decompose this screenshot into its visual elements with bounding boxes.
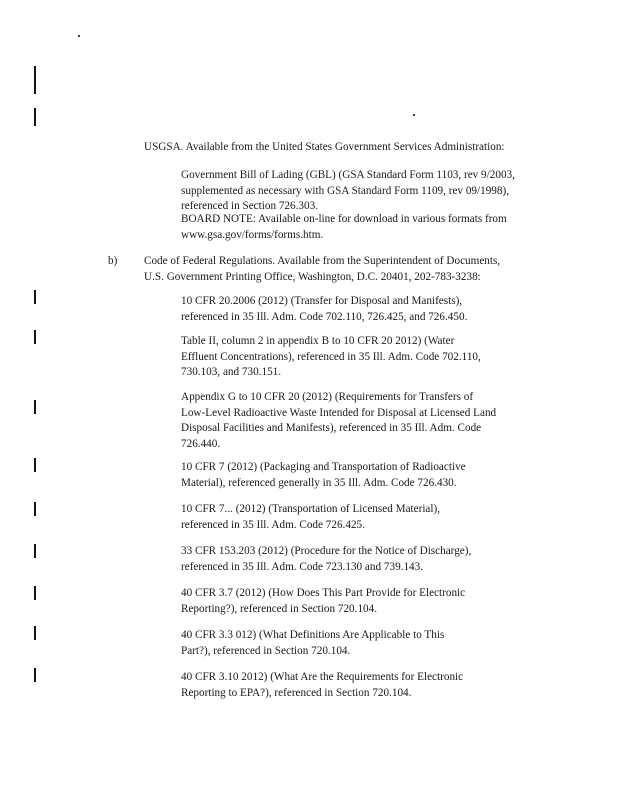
revision-bar [34,668,36,682]
cfr-entry: 10 CFR 20.2006 (2012) (Transfer for Disposal and Manifests), referenced in 35 Ill. Adm. Code 702.110, 726.425, and 726.450. [181,295,468,323]
cfr-heading: Code of Federal Regulations. Available from the Superintendent of Documents, U.S. Government Printing Office, Washington, D.C. 20401, 202-783-3238: [144,255,501,283]
cfr-entry: 33 CFR 153.203 (2012) (Procedure for the Notice of Discharge), referenced in 35 Ill. Adm. Code 723.130 and 739.143. [181,545,472,573]
cfr-entry: Table II, column 2 in appendix B to 10 CFR 20 2012) (Water Effluent Concentrations), referenced in 35 Ill. Adm. Code 702.110, 730.103, and 730.151. [181,335,481,378]
revision-bar [34,458,36,472]
revision-bar [34,66,36,94]
cfr-entry: 10 CFR 7... (2012) (Transportation of Licensed Material), referenced in 35 Ill. Adm. Code 726.425. [181,503,441,531]
scan-speck [413,114,415,116]
revision-bar [34,330,36,344]
revision-bar [34,108,36,126]
cfr-entry: 40 CFR 3.10 2012) (What Are the Requirements for Electronic Reporting to EPA?), referenced in Section 720.104. [181,671,464,699]
cfr-entry: Appendix G to 10 CFR 20 (2012) (Requirements for Transfers of Low-Level Radioactive Waste Intended for Disposal at Licensed Land Disposal Facilities and Manifests), referenced in 35 Ill. Adm. Code 726.440. [181,391,497,450]
cfr-entry: 40 CFR 3.3 012) (What Definitions Are Applicable to This Part?), referenced in Section 720.104. [181,629,445,657]
cfr-entry: 40 CFR 3.7 (2012) (How Does This Part Provide for Electronic Reporting?), referenced in Section 720.104. [181,587,466,615]
usgsa-heading: USGSA. Available from the United States Government Services Administration: [144,141,505,153]
revision-bar [34,290,36,304]
board-note: BOARD NOTE: Available on-line for download in various formats from www.gsa.gov/forms/forms.htm. [181,213,507,241]
cfr-entry: 10 CFR 7 (2012) (Packaging and Transportation of Radioactive Material), referenced generally in 35 Ill. Adm. Code 726.430. [181,461,466,489]
revision-bar [34,502,36,516]
section-marker-b: b) [108,255,118,267]
gbl-reference: Government Bill of Lading (GBL) (GSA Standard Form 1103, rev 9/2003, supplemented as necessary with GSA Standard Form 1109, rev 09/1998), referenced in Section 726.303. [181,169,515,212]
revision-bar [34,544,36,558]
revision-bar [34,400,36,414]
scan-speck [78,35,80,37]
revision-bar [34,626,36,640]
revision-bar [34,586,36,600]
